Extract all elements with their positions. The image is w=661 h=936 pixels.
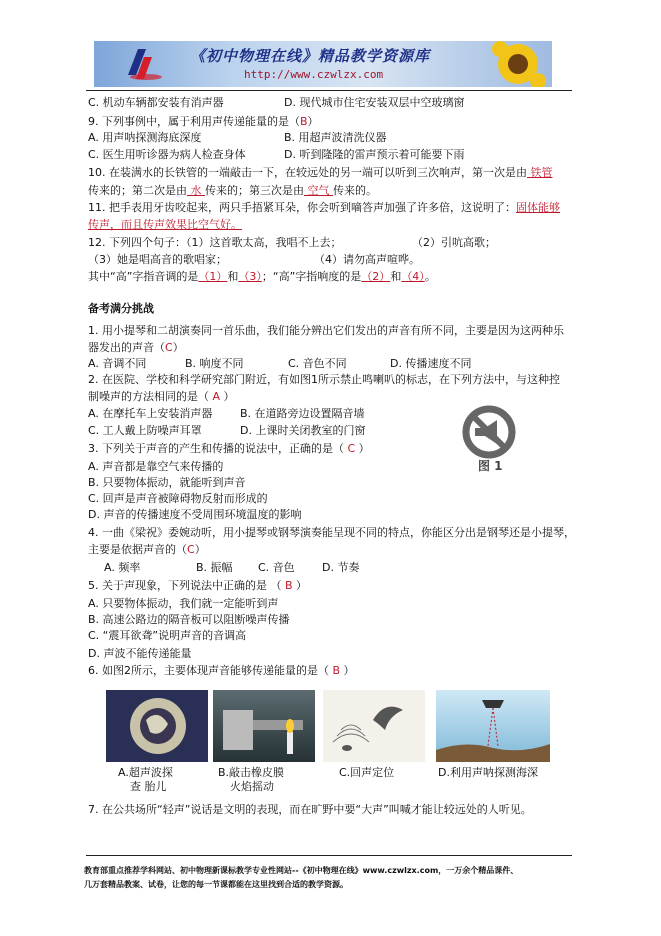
footer-rule xyxy=(86,855,572,856)
question-text: A. 用声呐探测海底深度 xyxy=(88,131,202,144)
question-text: 10. 在装满水的长铁管的一端敲击一下，在较远处的另一端可以听到三次响声，第一次是由 xyxy=(88,166,527,179)
question-text: ） xyxy=(340,664,355,677)
question-text: ） xyxy=(307,115,319,128)
text-line xyxy=(88,595,278,611)
text-line xyxy=(88,440,370,456)
question-text: 。 xyxy=(424,270,436,283)
question-text: B. 用超声波清洗仪器 xyxy=(284,131,387,144)
sunflower-icon xyxy=(488,41,548,87)
question-text: C. 机动车辆都安装有消声器 xyxy=(88,96,224,109)
figure2-label-a2: 查 胎儿 xyxy=(130,780,167,793)
footer-line-2: 几万套精品教案、试卷，让您的每一节课都能在这里找到合适的教学资源。 xyxy=(84,880,348,889)
text-line xyxy=(104,559,140,575)
answer-text: 固体能够 xyxy=(516,201,560,214)
question-text: 1. 用小提琴和二胡演奏同一首乐曲，我们能分辨出它们发出的声音有所不同，主要是因为这两种乐 xyxy=(88,324,564,337)
header-banner xyxy=(94,41,552,87)
question-text: 传来的。 xyxy=(333,184,377,197)
text-line xyxy=(88,94,224,110)
question-text: C. 音色 xyxy=(258,561,295,574)
text-line xyxy=(284,146,464,162)
text-line xyxy=(88,355,146,371)
answer-text: A xyxy=(212,390,221,403)
text-line xyxy=(258,559,295,575)
question-text: D. 听到隆隆的雷声预示着可能要下雨 xyxy=(284,148,465,161)
question-text: ） xyxy=(172,341,184,354)
figure2-photo-c xyxy=(323,690,425,762)
answer-text: （1） xyxy=(198,270,228,283)
section-heading xyxy=(88,300,154,316)
text-line xyxy=(88,251,227,267)
question-text: 和 xyxy=(227,270,239,283)
question-text: ） xyxy=(194,543,206,556)
text-line xyxy=(88,627,246,643)
bat-echolocation-icon xyxy=(323,690,425,762)
text-line xyxy=(322,559,359,575)
text-line xyxy=(88,541,206,557)
text-line xyxy=(88,474,246,490)
text-line xyxy=(88,322,564,338)
question-text: 传来的；第二次是由 xyxy=(88,184,187,197)
question-text: 6. 如图2所示，主要体现声音能够传递能量的是（ xyxy=(88,664,333,677)
question-text: A. 音调不同 xyxy=(88,357,147,370)
question-text: ；“高”字指响度的是 xyxy=(261,270,362,283)
text-line xyxy=(88,146,246,162)
text-line xyxy=(88,113,319,129)
text-line xyxy=(88,268,436,284)
candle-flame-image-icon xyxy=(213,690,315,762)
answer-text: （2） xyxy=(361,270,391,283)
text-line xyxy=(88,490,268,506)
question-text: ） xyxy=(220,390,235,403)
question-text: 11. 把手表用牙齿咬起来，两只手捂紧耳朵，你会听到嘀答声加强了许多倍，这说明了： xyxy=(88,201,516,214)
figure2-photo-b xyxy=(213,690,315,762)
question-text: 主要是依据声音的（ xyxy=(88,543,187,556)
answer-text: B xyxy=(284,579,293,592)
question-text: B. 响度不同 xyxy=(185,357,244,370)
banner-title: 《初中物理在线》精品教学资源库 xyxy=(190,47,431,65)
question-text: ） xyxy=(292,579,308,592)
question-text: C. 医生用听诊器为病人检查身体 xyxy=(88,148,246,161)
text-line xyxy=(196,559,233,575)
question-text: 9. 下列事例中，属于利用声传递能量的是（ xyxy=(88,115,300,128)
text-line xyxy=(88,388,235,404)
text-line xyxy=(88,129,201,145)
text-line xyxy=(88,405,212,421)
question-text: 和 xyxy=(390,270,402,283)
question-text: （3）她是唱高音的歌唱家； xyxy=(88,253,227,266)
answer-text: 铁管 xyxy=(527,166,553,179)
text-line xyxy=(240,405,365,421)
answer-text: C xyxy=(347,442,356,455)
header-rule xyxy=(86,90,572,91)
text-line xyxy=(88,182,377,198)
text-line xyxy=(88,422,202,438)
text-line xyxy=(88,801,532,817)
question-text: 7. 在公共场所“轻声”说话是文明的表现，而在旷野中要“大声”叫喊才能让较远处的人听见。 xyxy=(88,803,532,816)
question-text: 3. 下列关于声音的产生和传播的说法中，正确的是（ xyxy=(88,442,348,455)
answer-text: （4） xyxy=(401,270,425,283)
question-text: 器发出的声音（ xyxy=(88,341,165,354)
question-text: B. 在道路旁边设置隔音墙 xyxy=(240,407,365,420)
text-line xyxy=(88,458,223,474)
question-text: D. 现代城市住宅安装双层中空玻璃窗 xyxy=(284,96,465,109)
answer-text: 水 xyxy=(187,184,205,197)
question-text: 其中“高”字指音调的是 xyxy=(88,270,199,283)
question-text: B. 高速公路边的隔音板可以阻断噪声传播 xyxy=(88,613,290,626)
question-text: C. 工人戴上防噪声耳罩 xyxy=(88,424,202,437)
question-text: （2）引吭高歌； xyxy=(412,236,496,249)
figure2-photo-d xyxy=(436,690,550,762)
question-text: C. “震耳欲聋”说明声音的音调高 xyxy=(88,629,247,642)
text-line xyxy=(88,662,355,678)
answer-text: 传声，而且传声效果比空气好。 xyxy=(88,218,242,231)
question-text: 制噪声的方法相同的是（ xyxy=(88,390,213,403)
site-logo-icon xyxy=(124,45,164,83)
question-text: C. 音色不同 xyxy=(288,357,347,370)
answer-text: B xyxy=(332,664,341,677)
figure2-photo-a xyxy=(106,690,208,762)
question-text: ） xyxy=(355,442,370,455)
question-text: 备考满分挑战 xyxy=(88,302,154,315)
text-line xyxy=(284,129,387,145)
question-text: A. 声音都是靠空气来传播的 xyxy=(88,460,224,473)
answer-text: C xyxy=(187,543,195,556)
banner-url[interactable]: http://www.czwlzx.com xyxy=(244,68,384,81)
text-line xyxy=(284,94,464,110)
question-text: D. 传播速度不同 xyxy=(390,357,472,370)
text-line xyxy=(240,422,365,438)
question-text: D. 上课时关闭教室的门窗 xyxy=(240,424,366,437)
text-line xyxy=(412,234,496,250)
text-line xyxy=(88,199,560,215)
figure2-label-c1: C.回声定位 xyxy=(339,766,395,779)
question-text: D. 节奏 xyxy=(322,561,360,574)
figure2-label-a1: A.超声波探 xyxy=(118,766,173,779)
answer-text: （3） xyxy=(238,270,262,283)
figure2-label-d1: D.利用声呐探测海深 xyxy=(438,766,538,779)
text-line xyxy=(88,339,184,355)
text-line xyxy=(88,371,560,387)
question-text: A. 频率 xyxy=(104,561,141,574)
figure2-label-b2: 火焰摇动 xyxy=(230,780,274,793)
text-line xyxy=(88,645,191,661)
question-text: D. 声音的传播速度不受周围环境温度的影响 xyxy=(88,508,302,521)
text-line xyxy=(88,164,553,180)
figure2-label-b1: B.敲击橡皮膜 xyxy=(218,766,285,779)
question-text: 4. 一曲《梁祝》委婉动听，用小提琴或钢琴演奏能呈现不同的特点，你能区分出是钢琴还是小提琴， xyxy=(88,526,575,539)
text-line xyxy=(88,611,290,627)
question-text: C. 回声是声音被障碍物反射而形成的 xyxy=(88,492,268,505)
text-line xyxy=(185,355,244,371)
question-text: 12. 下列四个句子：（1）这首歌太高，我唱不上去； xyxy=(88,236,342,249)
answer-text: C xyxy=(165,341,173,354)
question-text: B. 振幅 xyxy=(196,561,233,574)
text-line xyxy=(390,355,471,371)
question-text: D. 声波不能传递能量 xyxy=(88,647,192,660)
text-line xyxy=(288,355,347,371)
answer-text: B xyxy=(300,115,308,128)
footer-line-1: 教育部重点推荐学科网站、初中物理新课标教学专业性网站--《初中物理在线》www.czwlzx.com，一万余个精品课件、 xyxy=(84,866,519,875)
text-line xyxy=(88,234,342,250)
text-line xyxy=(88,577,307,593)
question-text: （4）请勿高声喧哗。 xyxy=(314,253,420,266)
question-text: A. 在摩托车上安装消声器 xyxy=(88,407,213,420)
question-text: 2. 在医院、学校和科学研究部门附近，有如图1所示禁止鸣喇叭的标志，在下列方法中，与这种控 xyxy=(88,373,560,386)
figure1-caption: 图 1 xyxy=(478,459,503,473)
question-text: 5. 关于声现象，下列说法中正确的是 （ xyxy=(88,579,285,592)
text-line xyxy=(88,524,575,540)
text-line xyxy=(88,506,301,522)
sonar-ship-icon xyxy=(436,690,550,762)
answer-text: 空气 xyxy=(304,184,333,197)
ultrasound-image-icon xyxy=(106,690,208,762)
text-line xyxy=(88,216,242,232)
text-line xyxy=(314,251,420,267)
question-text: B. 只要物体振动，就能听到声音 xyxy=(88,476,246,489)
question-text: 传来的；第三次是由 xyxy=(205,184,304,197)
question-text: A. 只要物体振动，我们就一定能听到声 xyxy=(88,597,279,610)
